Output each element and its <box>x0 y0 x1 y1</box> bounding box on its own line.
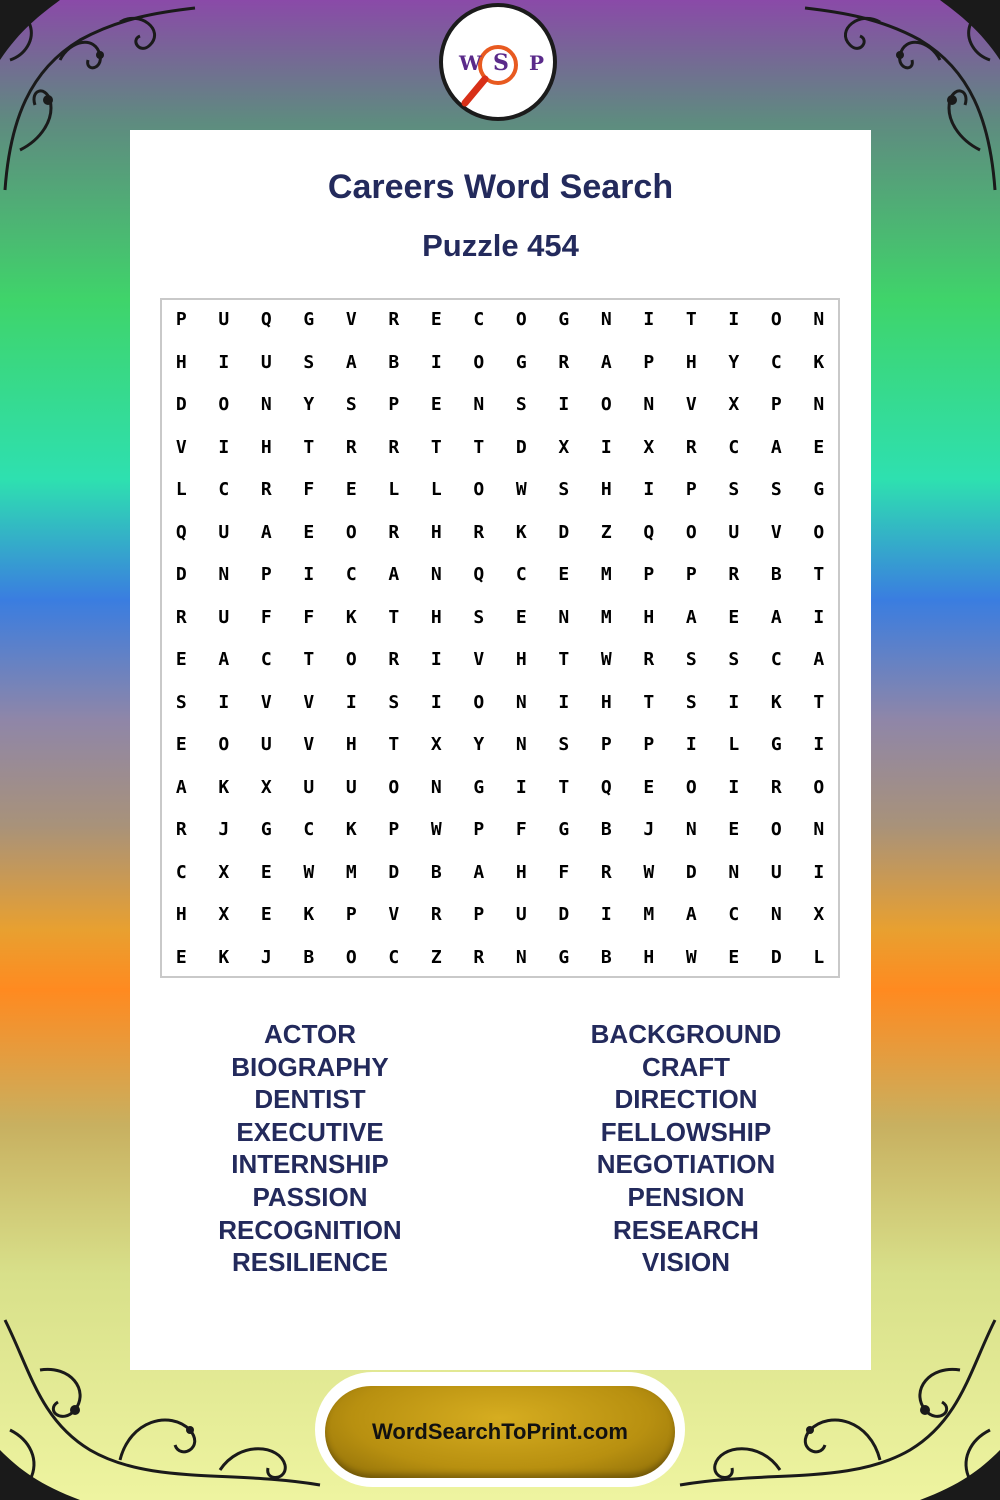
grid-letter[interactable]: N <box>473 394 485 415</box>
grid-letter[interactable]: X <box>643 436 655 458</box>
grid-letter[interactable]: M <box>643 904 655 925</box>
grid-letter[interactable]: R <box>430 904 442 925</box>
logo-letter-w: W <box>459 51 482 75</box>
grid-letter[interactable]: L <box>430 479 442 500</box>
grid-letter[interactable]: I <box>643 479 655 500</box>
grid-letter[interactable]: C <box>770 649 782 670</box>
grid-letter[interactable]: T <box>813 564 825 585</box>
grid-letter[interactable]: K <box>345 606 357 628</box>
grid-letter[interactable]: R <box>175 606 187 628</box>
grid-letter[interactable]: R <box>260 479 272 500</box>
grid-letter[interactable]: O <box>685 521 697 543</box>
grid-letter[interactable]: E <box>813 436 825 458</box>
grid-letter[interactable]: K <box>813 351 825 373</box>
grid-letter[interactable]: V <box>388 904 400 925</box>
grid-letter[interactable]: R <box>643 649 655 670</box>
grid-letter[interactable]: E <box>728 606 740 628</box>
grid-letter[interactable]: V <box>303 734 315 755</box>
word-list-item: ACTOR <box>264 1019 356 1049</box>
grid-letter[interactable]: O <box>770 819 782 840</box>
grid-letter[interactable]: E <box>345 479 357 500</box>
grid-letter[interactable]: R <box>558 351 570 373</box>
word-list-item: BIOGRAPHY <box>231 1051 389 1082</box>
grid-letter[interactable]: H <box>643 606 655 628</box>
word-list-item: NEGOTIATION <box>596 1149 776 1180</box>
grid-letter[interactable]: L <box>728 734 740 755</box>
grid-letter[interactable]: O <box>685 776 697 798</box>
grid-letter[interactable]: T <box>303 436 315 458</box>
grid-letter[interactable]: I <box>558 691 570 713</box>
grid-letter[interactable]: C <box>728 436 740 458</box>
word-list-item: PENSION <box>627 1181 745 1212</box>
grid-letter[interactable]: L <box>388 479 400 500</box>
grid-letter[interactable]: P <box>388 819 400 840</box>
grid-letter[interactable]: X <box>260 776 272 798</box>
word-list-item: DIRECTION <box>614 1084 758 1115</box>
grid-letter[interactable]: E <box>728 819 740 840</box>
word-list-item: INTERNSHIP <box>231 1149 389 1180</box>
grid-letter[interactable]: R <box>473 521 485 543</box>
grid-letter[interactable]: N <box>515 691 527 713</box>
grid-letter[interactable]: R <box>388 436 400 458</box>
grid-letter[interactable]: X <box>728 394 740 415</box>
grid-letter[interactable]: P <box>260 564 272 585</box>
grid-letter[interactable]: H <box>430 521 442 543</box>
grid-letter[interactable]: H <box>643 946 655 968</box>
grid-letter[interactable]: U <box>260 351 272 373</box>
grid-letter[interactable]: H <box>600 691 612 713</box>
grid-letter[interactable]: Q <box>473 564 485 585</box>
grid-letter[interactable]: U <box>770 861 782 883</box>
grid-letter[interactable]: H <box>515 861 527 883</box>
grid-letter[interactable]: I <box>558 394 570 415</box>
grid-letter[interactable]: Q <box>260 309 272 330</box>
grid-letter[interactable]: A <box>260 521 272 543</box>
grid-letter[interactable]: E <box>430 309 442 330</box>
grid-letter[interactable]: B <box>388 351 400 373</box>
grid-letter[interactable]: G <box>558 309 570 330</box>
word-list-item: RESEARCH <box>613 1214 759 1245</box>
grid-letter[interactable]: I <box>345 691 357 713</box>
grid-letter[interactable]: S <box>388 691 400 713</box>
grid-letter[interactable]: N <box>813 819 825 840</box>
grid-letter[interactable]: R <box>600 861 612 883</box>
grid-letter[interactable]: B <box>430 861 442 883</box>
grid-letter[interactable]: P <box>473 819 485 840</box>
word-list-item: RECOGNITION <box>218 1214 402 1245</box>
puzzle-number: Puzzle 454 <box>422 228 579 263</box>
grid-letter[interactable]: Z <box>600 521 612 543</box>
grid-letter[interactable]: C <box>175 861 187 883</box>
word-list-left <box>130 1018 490 1279</box>
grid-letter[interactable]: R <box>345 436 357 458</box>
word-list-right <box>506 1018 866 1279</box>
grid-letter[interactable]: S <box>303 351 315 373</box>
grid-letter[interactable]: P <box>685 564 697 585</box>
grid-letter[interactable]: M <box>600 564 612 585</box>
grid-letter[interactable]: X <box>218 861 230 883</box>
grid-letter[interactable]: E <box>175 946 187 968</box>
grid-letter[interactable]: Y <box>303 394 315 415</box>
grid-letter[interactable]: B <box>303 946 315 968</box>
grid-letter[interactable]: I <box>643 309 655 330</box>
grid-letter[interactable]: C <box>388 946 400 968</box>
grid-letter[interactable]: N <box>728 861 740 883</box>
grid-letter[interactable]: I <box>813 606 825 628</box>
grid-letter[interactable]: K <box>218 946 230 968</box>
grid-letter[interactable]: D <box>175 564 187 585</box>
grid-letter[interactable]: G <box>260 819 272 840</box>
grid-letter[interactable]: P <box>175 309 187 330</box>
grid-letter[interactable]: I <box>685 734 697 755</box>
puzzle-title: Careers Word Search <box>327 168 674 206</box>
grid-letter[interactable]: E <box>515 606 527 628</box>
grid-letter[interactable]: I <box>430 351 442 373</box>
grid-letter[interactable]: U <box>260 734 272 755</box>
grid-letter[interactable]: U <box>218 521 230 543</box>
grid-letter[interactable]: T <box>558 776 570 798</box>
word-list-item: CRAFT <box>641 1051 731 1082</box>
grid-letter[interactable]: O <box>345 521 357 543</box>
grid-letter[interactable]: P <box>600 734 612 755</box>
word-list-item: RESILIENCE <box>231 1247 389 1278</box>
grid-letter[interactable]: U <box>218 606 230 628</box>
grid-letter[interactable]: W <box>685 946 697 968</box>
grid-letter[interactable]: D <box>685 861 697 883</box>
grid-letter[interactable]: N <box>515 734 527 755</box>
grid-letter[interactable]: S <box>558 734 570 755</box>
grid-letter[interactable]: O <box>218 734 230 755</box>
site-badge <box>315 1372 685 1487</box>
grid-letter[interactable]: R <box>770 776 782 798</box>
grid-letter[interactable]: N <box>558 606 570 628</box>
grid-letter[interactable]: H <box>260 436 272 458</box>
site-link-button[interactable]: WordSearchToPrint.com <box>325 1386 675 1478</box>
grid-letter[interactable]: T <box>473 436 485 458</box>
grid-letter[interactable]: E <box>260 861 272 883</box>
grid-letter[interactable]: P <box>685 479 697 500</box>
grid-letter[interactable]: N <box>218 564 230 585</box>
grid-letter[interactable]: O <box>770 309 782 330</box>
grid-letter[interactable]: P <box>345 904 357 925</box>
grid-letter[interactable]: N <box>813 394 825 415</box>
grid-letter[interactable]: B <box>600 946 612 968</box>
grid-letter[interactable]: I <box>813 861 825 883</box>
grid-letter[interactable]: S <box>345 394 357 415</box>
grid-letter[interactable]: S <box>515 394 527 415</box>
grid-letter[interactable]: V <box>345 309 357 330</box>
grid-letter[interactable]: C <box>218 479 230 500</box>
grid-letter[interactable]: R <box>388 649 400 670</box>
grid-letter[interactable]: C <box>728 904 740 925</box>
grid-letter[interactable]: W <box>600 649 612 670</box>
grid-letter[interactable]: W <box>643 861 655 883</box>
grid-letter[interactable]: J <box>218 819 230 840</box>
grid-letter[interactable]: G <box>558 819 570 840</box>
grid-letter[interactable]: I <box>430 691 442 713</box>
grid-letter[interactable]: P <box>770 394 782 415</box>
grid-letter[interactable]: F <box>558 861 570 883</box>
grid-letter[interactable]: H <box>685 351 697 373</box>
grid-letter[interactable]: O <box>473 479 485 500</box>
grid-letter[interactable]: N <box>600 309 612 330</box>
letter-grid[interactable] <box>160 298 840 978</box>
grid-letter[interactable]: T <box>430 436 442 458</box>
grid-letter[interactable]: A <box>770 436 782 458</box>
grid-letter[interactable]: V <box>770 521 782 543</box>
grid-letter[interactable]: U <box>303 776 315 798</box>
grid-letter[interactable]: Y <box>473 734 485 755</box>
grid-letter[interactable]: S <box>473 606 485 628</box>
grid-letter[interactable]: U <box>728 521 740 543</box>
grid-letter[interactable]: R <box>175 819 187 840</box>
grid-letter[interactable]: F <box>303 606 315 628</box>
grid-letter[interactable]: E <box>558 564 570 585</box>
grid-letter[interactable]: M <box>600 606 612 628</box>
grid-letter[interactable]: R <box>685 436 697 458</box>
grid-letter[interactable]: P <box>473 904 485 925</box>
grid-letter[interactable]: U <box>345 776 357 798</box>
grid-letter[interactable]: Q <box>643 521 655 543</box>
grid-letter[interactable]: G <box>813 479 825 500</box>
grid-letter[interactable]: G <box>303 309 315 330</box>
grid-letter[interactable]: X <box>813 904 825 925</box>
grid-letter[interactable]: T <box>388 734 400 755</box>
grid-letter[interactable]: O <box>515 309 527 330</box>
grid-letter[interactable]: T <box>303 649 315 670</box>
grid-letter[interactable]: R <box>388 521 400 543</box>
grid-letter[interactable]: N <box>770 904 782 925</box>
grid-letter[interactable]: A <box>345 351 357 373</box>
grid-letter[interactable]: V <box>473 649 485 670</box>
grid-letter[interactable]: N <box>260 394 272 415</box>
grid-letter[interactable]: S <box>558 479 570 500</box>
grid-letter[interactable]: T <box>643 691 655 713</box>
grid-letter[interactable]: O <box>600 394 612 415</box>
grid-letter[interactable]: C <box>770 351 782 373</box>
word-list-item: PASSION <box>252 1181 368 1212</box>
grid-letter[interactable]: D <box>558 904 570 925</box>
grid-letter[interactable]: A <box>770 606 782 628</box>
grid-letter[interactable]: T <box>558 649 570 670</box>
grid-letter[interactable]: K <box>345 819 357 840</box>
puzzle-card <box>130 130 871 1370</box>
grid-letter[interactable]: I <box>813 734 825 755</box>
grid-letter[interactable]: P <box>643 564 655 585</box>
grid-letter[interactable]: I <box>303 564 315 585</box>
word-list-item: DENTIST <box>254 1084 366 1115</box>
grid-letter[interactable]: S <box>175 691 187 713</box>
grid-letter[interactable]: F <box>303 479 315 500</box>
grid-letter[interactable]: E <box>175 649 187 670</box>
grid-letter[interactable]: O <box>218 394 230 415</box>
word-list-item: VISION <box>641 1247 731 1278</box>
grid-letter[interactable]: I <box>218 436 230 458</box>
grid-letter[interactable]: F <box>260 606 272 628</box>
word-list-item: EXECUTIVE <box>236 1116 384 1147</box>
grid-letter[interactable]: L <box>813 946 825 968</box>
wsp-logo[interactable] <box>439 3 557 121</box>
grid-letter[interactable]: C <box>260 649 272 670</box>
grid-letter[interactable]: E <box>430 394 442 415</box>
grid-letter[interactable]: O <box>473 351 485 373</box>
grid-letter[interactable]: O <box>813 521 825 543</box>
grid-letter[interactable]: C <box>515 564 527 585</box>
grid-letter[interactable]: K <box>303 904 315 925</box>
grid-letter[interactable]: S <box>685 649 697 670</box>
grid-letter[interactable]: N <box>515 946 527 968</box>
grid-letter[interactable]: H <box>345 734 357 755</box>
grid-letter[interactable]: N <box>643 394 655 415</box>
grid-letter[interactable]: O <box>813 776 825 798</box>
grid-letter[interactable]: I <box>218 351 230 373</box>
grid-letter[interactable]: I <box>728 309 740 330</box>
grid-letter[interactable]: V <box>175 436 187 458</box>
grid-letter[interactable]: S <box>728 479 740 500</box>
grid-letter[interactable]: F <box>515 819 527 840</box>
grid-letter[interactable]: U <box>218 309 230 330</box>
grid-letter[interactable]: G <box>558 946 570 968</box>
grid-letter[interactable]: B <box>600 819 612 840</box>
grid-letter[interactable]: J <box>643 819 655 840</box>
grid-letter[interactable]: A <box>175 776 187 798</box>
grid-letter[interactable]: D <box>558 521 570 543</box>
grid-letter[interactable]: Z <box>430 946 442 968</box>
grid-letter[interactable]: X <box>558 436 570 458</box>
grid-letter[interactable]: E <box>303 521 315 543</box>
grid-letter[interactable]: Q <box>600 776 612 798</box>
grid-letter[interactable]: G <box>515 351 527 373</box>
grid-letter[interactable]: P <box>388 394 400 415</box>
grid-letter[interactable]: C <box>303 819 315 840</box>
grid-letter[interactable]: C <box>345 564 357 585</box>
grid-letter[interactable]: A <box>600 351 612 373</box>
grid-letter[interactable]: O <box>388 776 400 798</box>
grid-letter[interactable]: K <box>515 521 527 543</box>
grid-letter[interactable]: P <box>643 351 655 373</box>
grid-letter[interactable]: E <box>643 776 655 798</box>
grid-letter[interactable]: M <box>345 861 357 883</box>
grid-letter[interactable]: H <box>600 479 612 500</box>
grid-letter[interactable]: T <box>685 309 697 330</box>
grid-letter[interactable]: V <box>260 691 272 713</box>
grid-letter[interactable]: V <box>303 691 315 713</box>
grid-letter[interactable]: I <box>600 436 612 458</box>
grid-letter[interactable]: S <box>685 691 697 713</box>
grid-letter[interactable]: G <box>770 734 782 755</box>
word-list-item: FELLOWSHIP <box>600 1116 772 1147</box>
grid-letter[interactable]: O <box>345 649 357 670</box>
grid-letter[interactable]: I <box>728 776 740 798</box>
grid-letter[interactable]: P <box>643 734 655 755</box>
grid-letter[interactable]: B <box>770 564 782 585</box>
grid-letter[interactable]: U <box>515 904 527 925</box>
grid-letter[interactable]: O <box>345 946 357 968</box>
grid-letter[interactable]: C <box>473 309 485 330</box>
grid-letter[interactable]: T <box>388 606 400 628</box>
grid-letter[interactable]: A <box>813 649 825 670</box>
grid-letter[interactable]: L <box>175 479 187 500</box>
grid-letter[interactable]: R <box>728 564 740 585</box>
grid-letter[interactable]: N <box>430 564 442 585</box>
grid-letter[interactable]: D <box>770 946 782 968</box>
grid-letter[interactable]: J <box>260 946 272 968</box>
grid-letter[interactable]: Y <box>728 351 740 373</box>
grid-letter[interactable]: R <box>473 946 485 968</box>
grid-letter[interactable]: N <box>813 309 825 330</box>
grid-letter[interactable]: H <box>430 606 442 628</box>
grid-letter[interactable]: X <box>430 734 442 755</box>
grid-letter[interactable]: A <box>685 904 697 925</box>
grid-letter[interactable]: X <box>218 904 230 925</box>
grid-letter[interactable]: S <box>770 479 782 500</box>
grid-letter[interactable]: I <box>728 691 740 713</box>
grid-letter[interactable]: H <box>515 649 527 670</box>
grid-letter[interactable]: G <box>473 776 485 798</box>
grid-letter[interactable]: S <box>728 649 740 670</box>
grid-letter[interactable]: E <box>175 734 187 755</box>
grid-letter[interactable]: W <box>303 861 315 883</box>
grid-letter[interactable]: D <box>515 436 527 458</box>
grid-letter[interactable]: I <box>218 691 230 713</box>
grid-letter[interactable]: K <box>770 691 782 713</box>
grid-letter[interactable]: H <box>175 351 187 373</box>
logo-letter-s: S <box>493 50 509 76</box>
grid-letter[interactable]: A <box>685 606 697 628</box>
grid-letter[interactable]: T <box>813 691 825 713</box>
grid-letter[interactable]: A <box>473 861 485 883</box>
grid-letter[interactable]: E <box>728 946 740 968</box>
grid-letter[interactable]: H <box>175 904 187 925</box>
logo-letter-p: P <box>529 51 545 75</box>
grid-letter[interactable]: V <box>685 394 697 415</box>
grid-letter[interactable]: I <box>430 649 442 670</box>
grid-letter[interactable]: N <box>685 819 697 840</box>
grid-letter[interactable]: N <box>430 776 442 798</box>
word-list-item: BACKGROUND <box>590 1019 782 1049</box>
grid-letter[interactable]: W <box>515 479 527 500</box>
grid-letter[interactable]: W <box>430 819 442 840</box>
grid-letter[interactable]: I <box>515 776 527 798</box>
grid-letter[interactable]: R <box>388 309 400 330</box>
grid-letter[interactable]: D <box>388 861 400 883</box>
grid-letter[interactable]: Q <box>175 521 187 543</box>
grid-letter[interactable]: D <box>175 394 187 415</box>
grid-letter[interactable]: A <box>218 649 230 670</box>
grid-letter[interactable]: I <box>600 904 612 925</box>
grid-letter[interactable]: E <box>260 904 272 925</box>
grid-letter[interactable]: O <box>473 691 485 713</box>
grid-letter[interactable]: A <box>388 564 400 585</box>
grid-letter[interactable]: K <box>218 776 230 798</box>
